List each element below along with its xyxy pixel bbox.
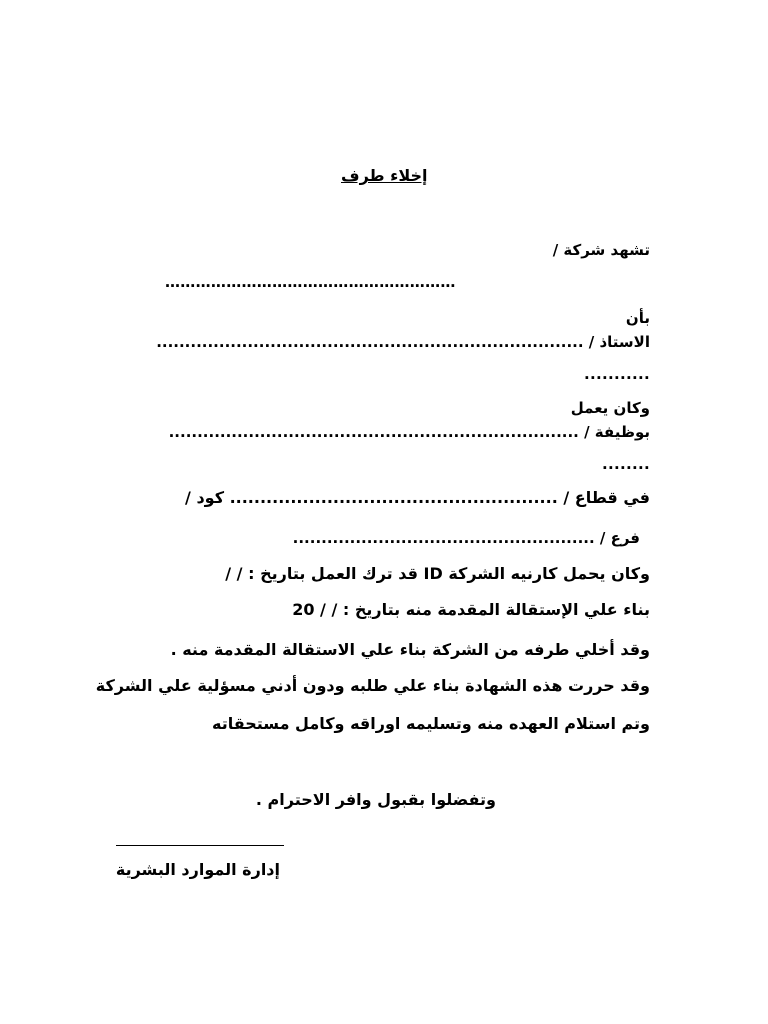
certificate-issued-statement: وقد حررت هذه الشهادة بناء علي طلبه ودون أدني مسؤلية علي الشركة [95, 676, 650, 695]
hr-department-signature: إدارة الموارد البشرية [115, 860, 280, 879]
closing-greeting: وتفضلوا بقبول وافر الاحترام . [255, 790, 496, 809]
that-label: بأن [625, 309, 650, 327]
id-leave-date-line: وكان يحمل كارنيه الشركة ID قد ترك العمل بتاريخ : / / [225, 564, 650, 583]
job-title-dots-cont: ........ [602, 455, 650, 473]
signature-line [116, 845, 284, 846]
cleared-statement: وقد أخلي طرفه من الشركة بناء علي الاستقالة المقدمة منه . [170, 640, 650, 659]
employee-name-dots-cont: ........... [584, 365, 650, 383]
sector-code-line: في قطاع / ...................................................... كود / [185, 488, 650, 507]
document-title: إخلاء طرف [341, 166, 428, 185]
employee-name-line: الاستاذ / ........................................................................... [156, 333, 650, 351]
custody-receipt-statement: وتم استلام العهده منه وتسليمه اوراقه وكامل مستحقاته [212, 714, 650, 733]
branch-line: فرع / ..................................................... [292, 529, 640, 547]
resignation-date-line: بناء علي الإستقالة المقدمة منه بتاريخ : / / 20 [292, 600, 650, 619]
company-dots: ………………………………………………… [165, 273, 456, 291]
company-label: تشهد شركة / [552, 241, 650, 259]
was-working-label: وكان يعمل [570, 399, 650, 417]
job-title-line: بوظيفة / ........................................................................ [168, 423, 650, 441]
